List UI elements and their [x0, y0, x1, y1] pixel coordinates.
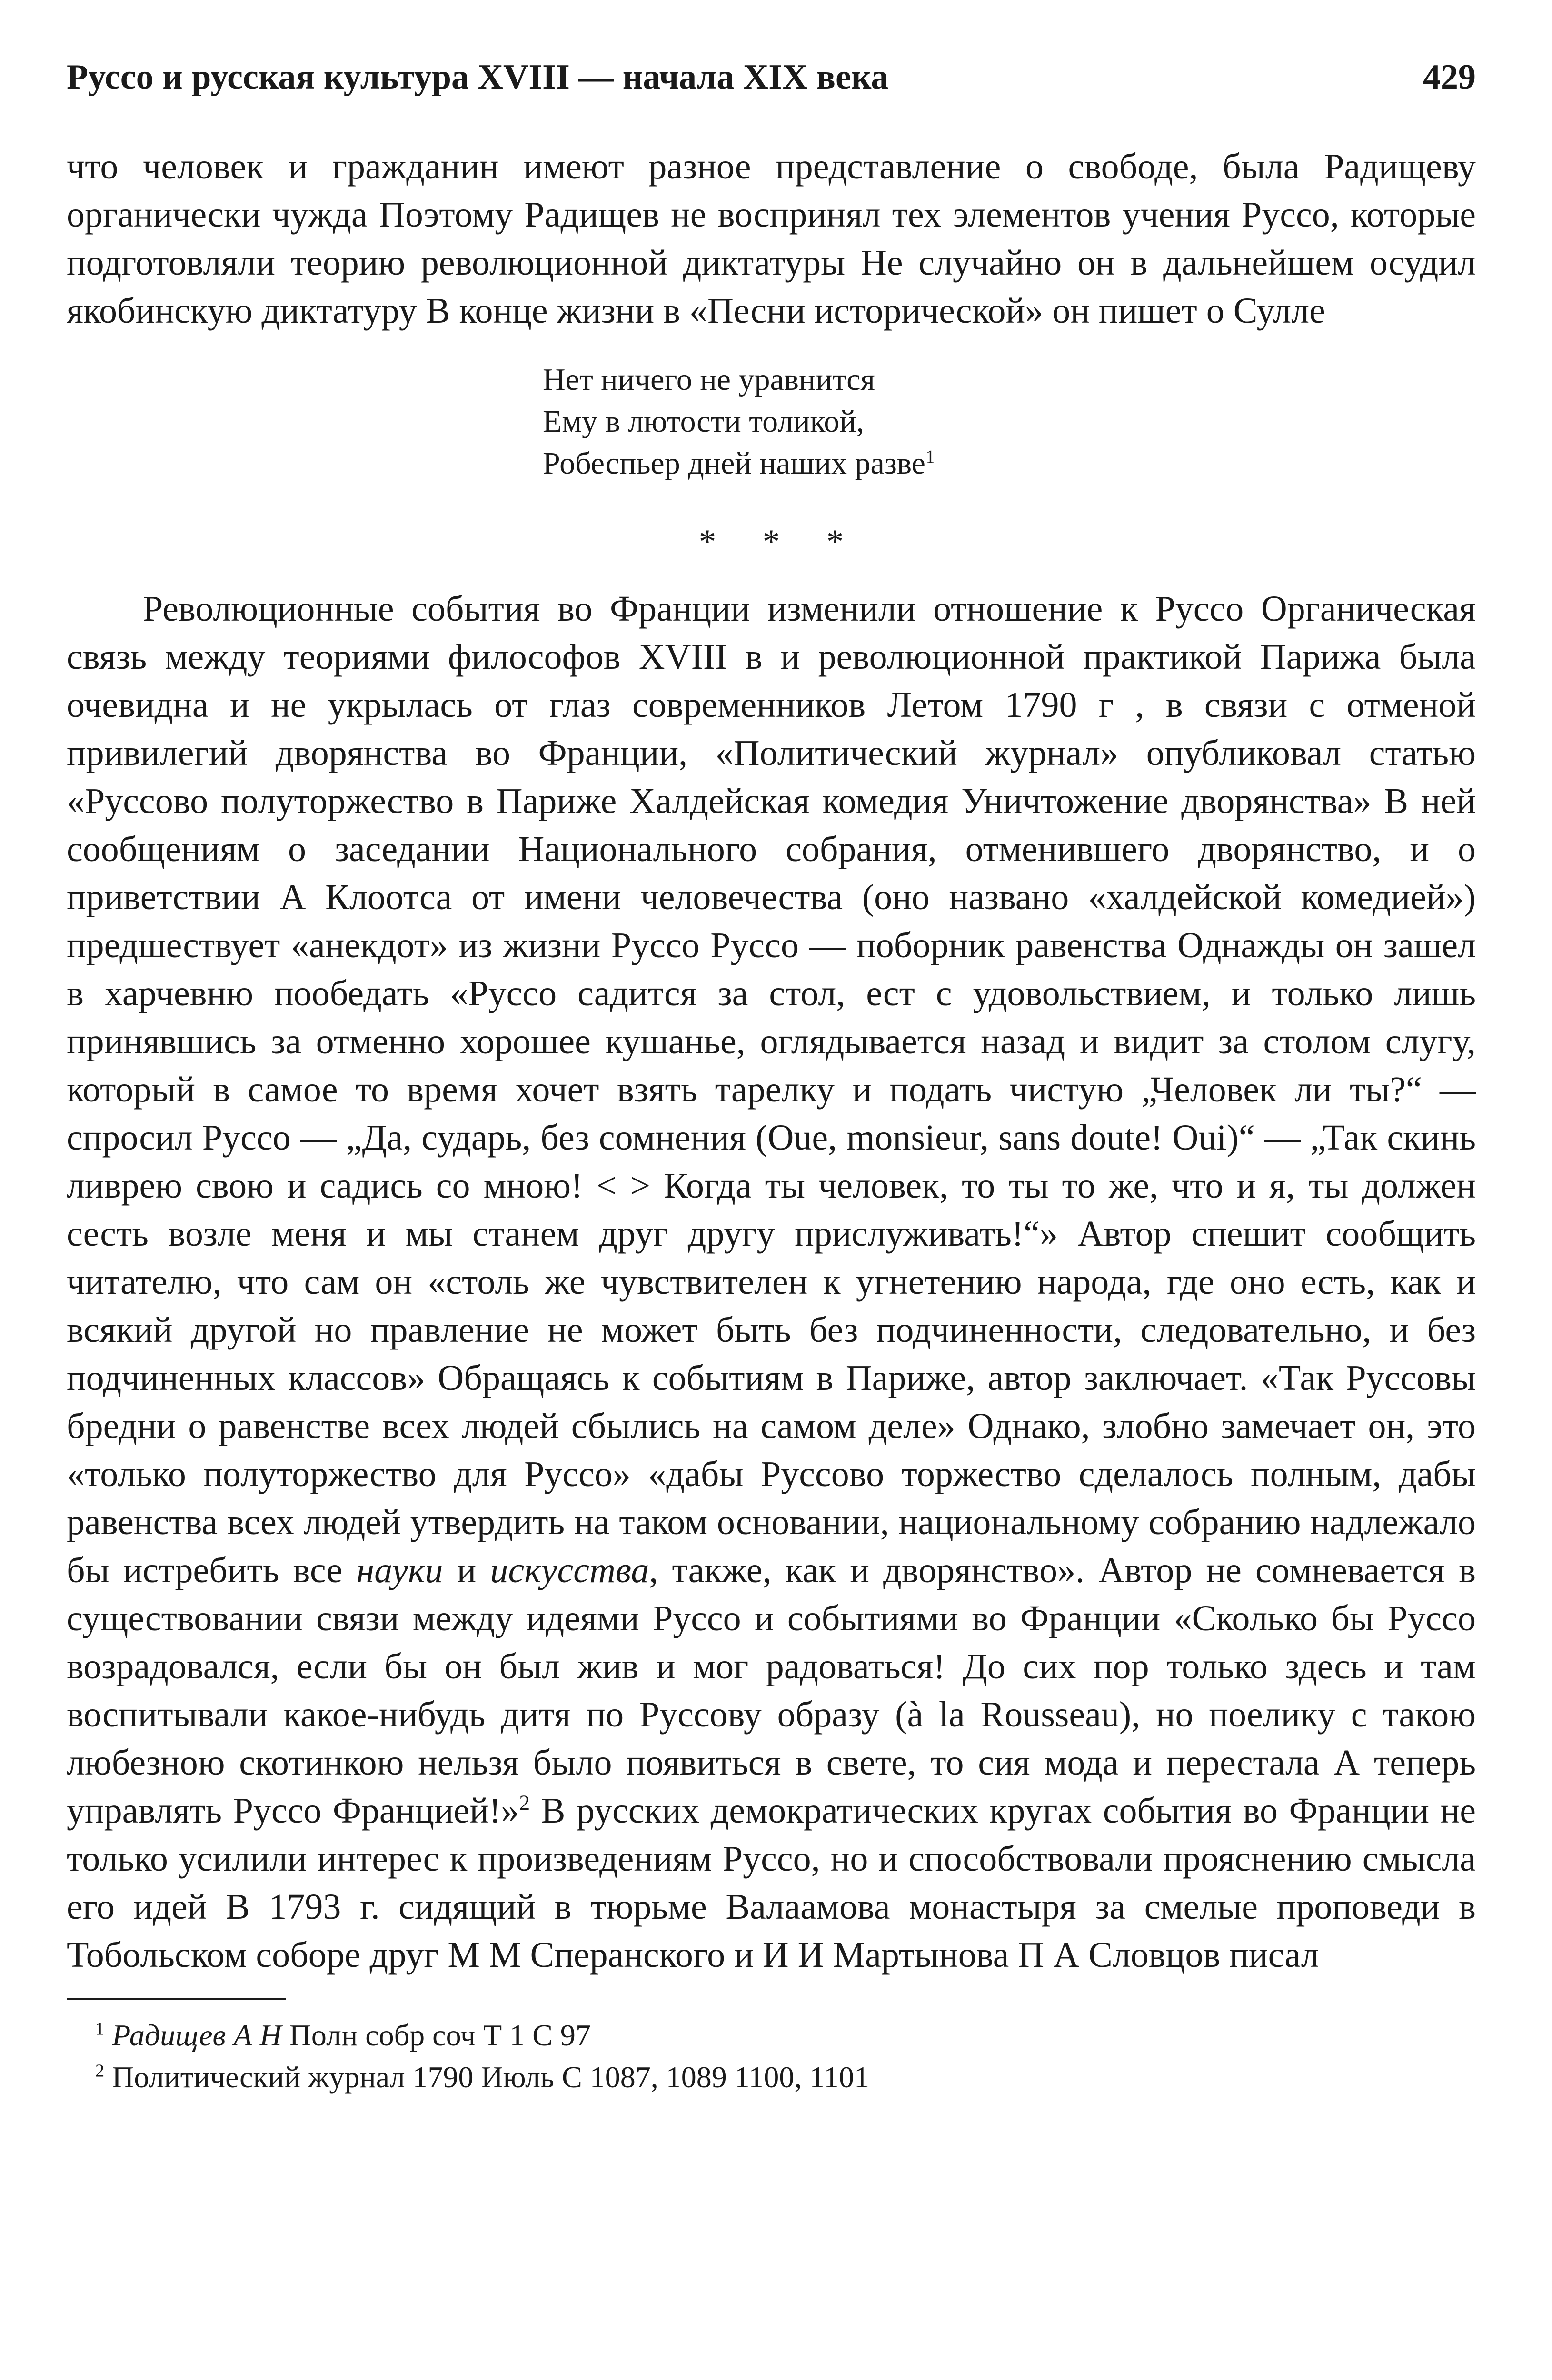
section-break-asterism: * * * — [699, 523, 863, 561]
footnote-mark: 2 — [95, 2061, 105, 2081]
paragraph-1: что человек и гражданин имеют разное представление о свободе, была Радищеву органически чужда Поэтому Радищев не воспринял тех элементов учения Руссо, которые подготовляли теорию революционной диктатуры Не случайно он в дальнейшем осудил якобинскую диктатуру В конце жизни в «Песни исторической» он пишет о Сулле — [67, 147, 1476, 331]
emphasis-nauki: науки — [356, 1550, 443, 1590]
footnote-ref-2: 2 — [519, 1790, 530, 1815]
footnote-1 — [67, 2014, 1476, 2056]
paragraph-2-part-4: В русских демократических кругах события во Франции не только усилили интерес к произведениям Руссо, но и способствовали прояснению смысла его идей В 1793 г. сидящий в тюрьме Валаамова монастыря за смелые проповеди в Тобольском соборе друг М М Сперанского и И И Мартынова П А Словцов писал — [67, 1791, 1476, 1975]
page-number: 429 — [1423, 58, 1476, 97]
footnote-author: Радищев А Н — [112, 2018, 282, 2052]
footnote-ref-1: 1 — [925, 446, 935, 467]
paragraph-2-part-3: , также, как и дворянство». Автор не сомневается в существовании связи между идеями Руссо и событиями во Франции «Сколько бы Руссо возрадовался, если бы он был жив и мог радоваться! До сих пор только здесь и там воспитывали какое-нибудь дитя по Руссову образу (à la Rousseau), но поелику с такою любезною скотинкою нельзя было появиться в свете, то сия мода и перестала А теперь управлять Руссо Францией!» — [67, 1550, 1476, 1831]
running-head — [67, 57, 1476, 109]
poem-quote — [543, 359, 1476, 485]
running-head-title: Руссо и русская культура XVIII — начала XIX века — [67, 58, 889, 97]
footnote-divider — [67, 1998, 286, 2000]
poem-line-1: Нет ничего не уравнится — [543, 362, 875, 397]
paragraph-2 — [67, 585, 1476, 1979]
paragraph-2-part-1: Революционные события во Франции изменили отношение к Руссо Органическая связь между теориями философов XVIII в и революционной практикой Парижа была очевидна и не укрылась от глаз современников Летом 1790 г , в связи с отменой привилегий дворянства во Франции, «Политический журнал» опубликовал статью «Руссово полуторжество в Париже Халдейская комедия Уничтожение дворянства» В ней сообщениям о заседании Национального собрания, отменившего дворянство, и о приветствии А Клоотса от имени человечества (оно названо «халдейской комедией») предшествует «анекдот» из жизни Руссо Руссо — поборник равенства Однажды он зашел в харчевню пообедать «Руссо садится за стол, ест с удовольствием, и только лишь принявшись за отменно хорошее кушанье, оглядывается назад и видит за столом слугу, который в самое то время хочет взять тарелку и подать чистую „Человек ли ты?“ — спросил Руссо — „Да, сударь, без сомнения (Oue, monsieur, sans doute! Oui)“ — „Так скинь ливрею свою и садись со мною! < > Когда ты человек, то ты то же, что и я, ты должен сесть возле меня и мы станем друг другу прислуживать!“» Автор спешит сообщить читателю, что сам он «столь же чувствителен к угнетению народа, где оно есть, как и всякий другой но правление не может быть без подчиненности, следовательно, и без подчиненных классов» Обращаясь к событиям в Париже, автор заключает. «Так Руссовы бредни о равенстве всех людей сбылись на самом деле» Однако, злобно замечает он, это «только полуторжество для Руссо» «дабы Руссово торжество сделалось полным, дабы равенства всех людей утвердить на таком основании, национальному собранию надлежало бы истребить все — [67, 589, 1476, 1590]
footnotes — [67, 2014, 1476, 2098]
footnote-text: Политический журнал 1790 Июль С 1087, 1089 1100, 1101 — [112, 2060, 870, 2094]
poem-line-3-text: Робеспьер дней наших разве — [543, 446, 925, 481]
footnote-2 — [67, 2056, 1476, 2098]
footnote-mark: 1 — [95, 2019, 105, 2039]
page — [67, 57, 1476, 2098]
emphasis-iskusstva: искусства — [490, 1550, 649, 1590]
footnote-text: Полн собр соч Т 1 С 97 — [289, 2018, 591, 2052]
body-text — [67, 143, 1476, 1979]
paragraph-2-part-2: и — [457, 1550, 477, 1590]
poem-line-3 — [543, 443, 1476, 485]
poem-line-2: Ему в лютости толикой, — [543, 404, 865, 439]
